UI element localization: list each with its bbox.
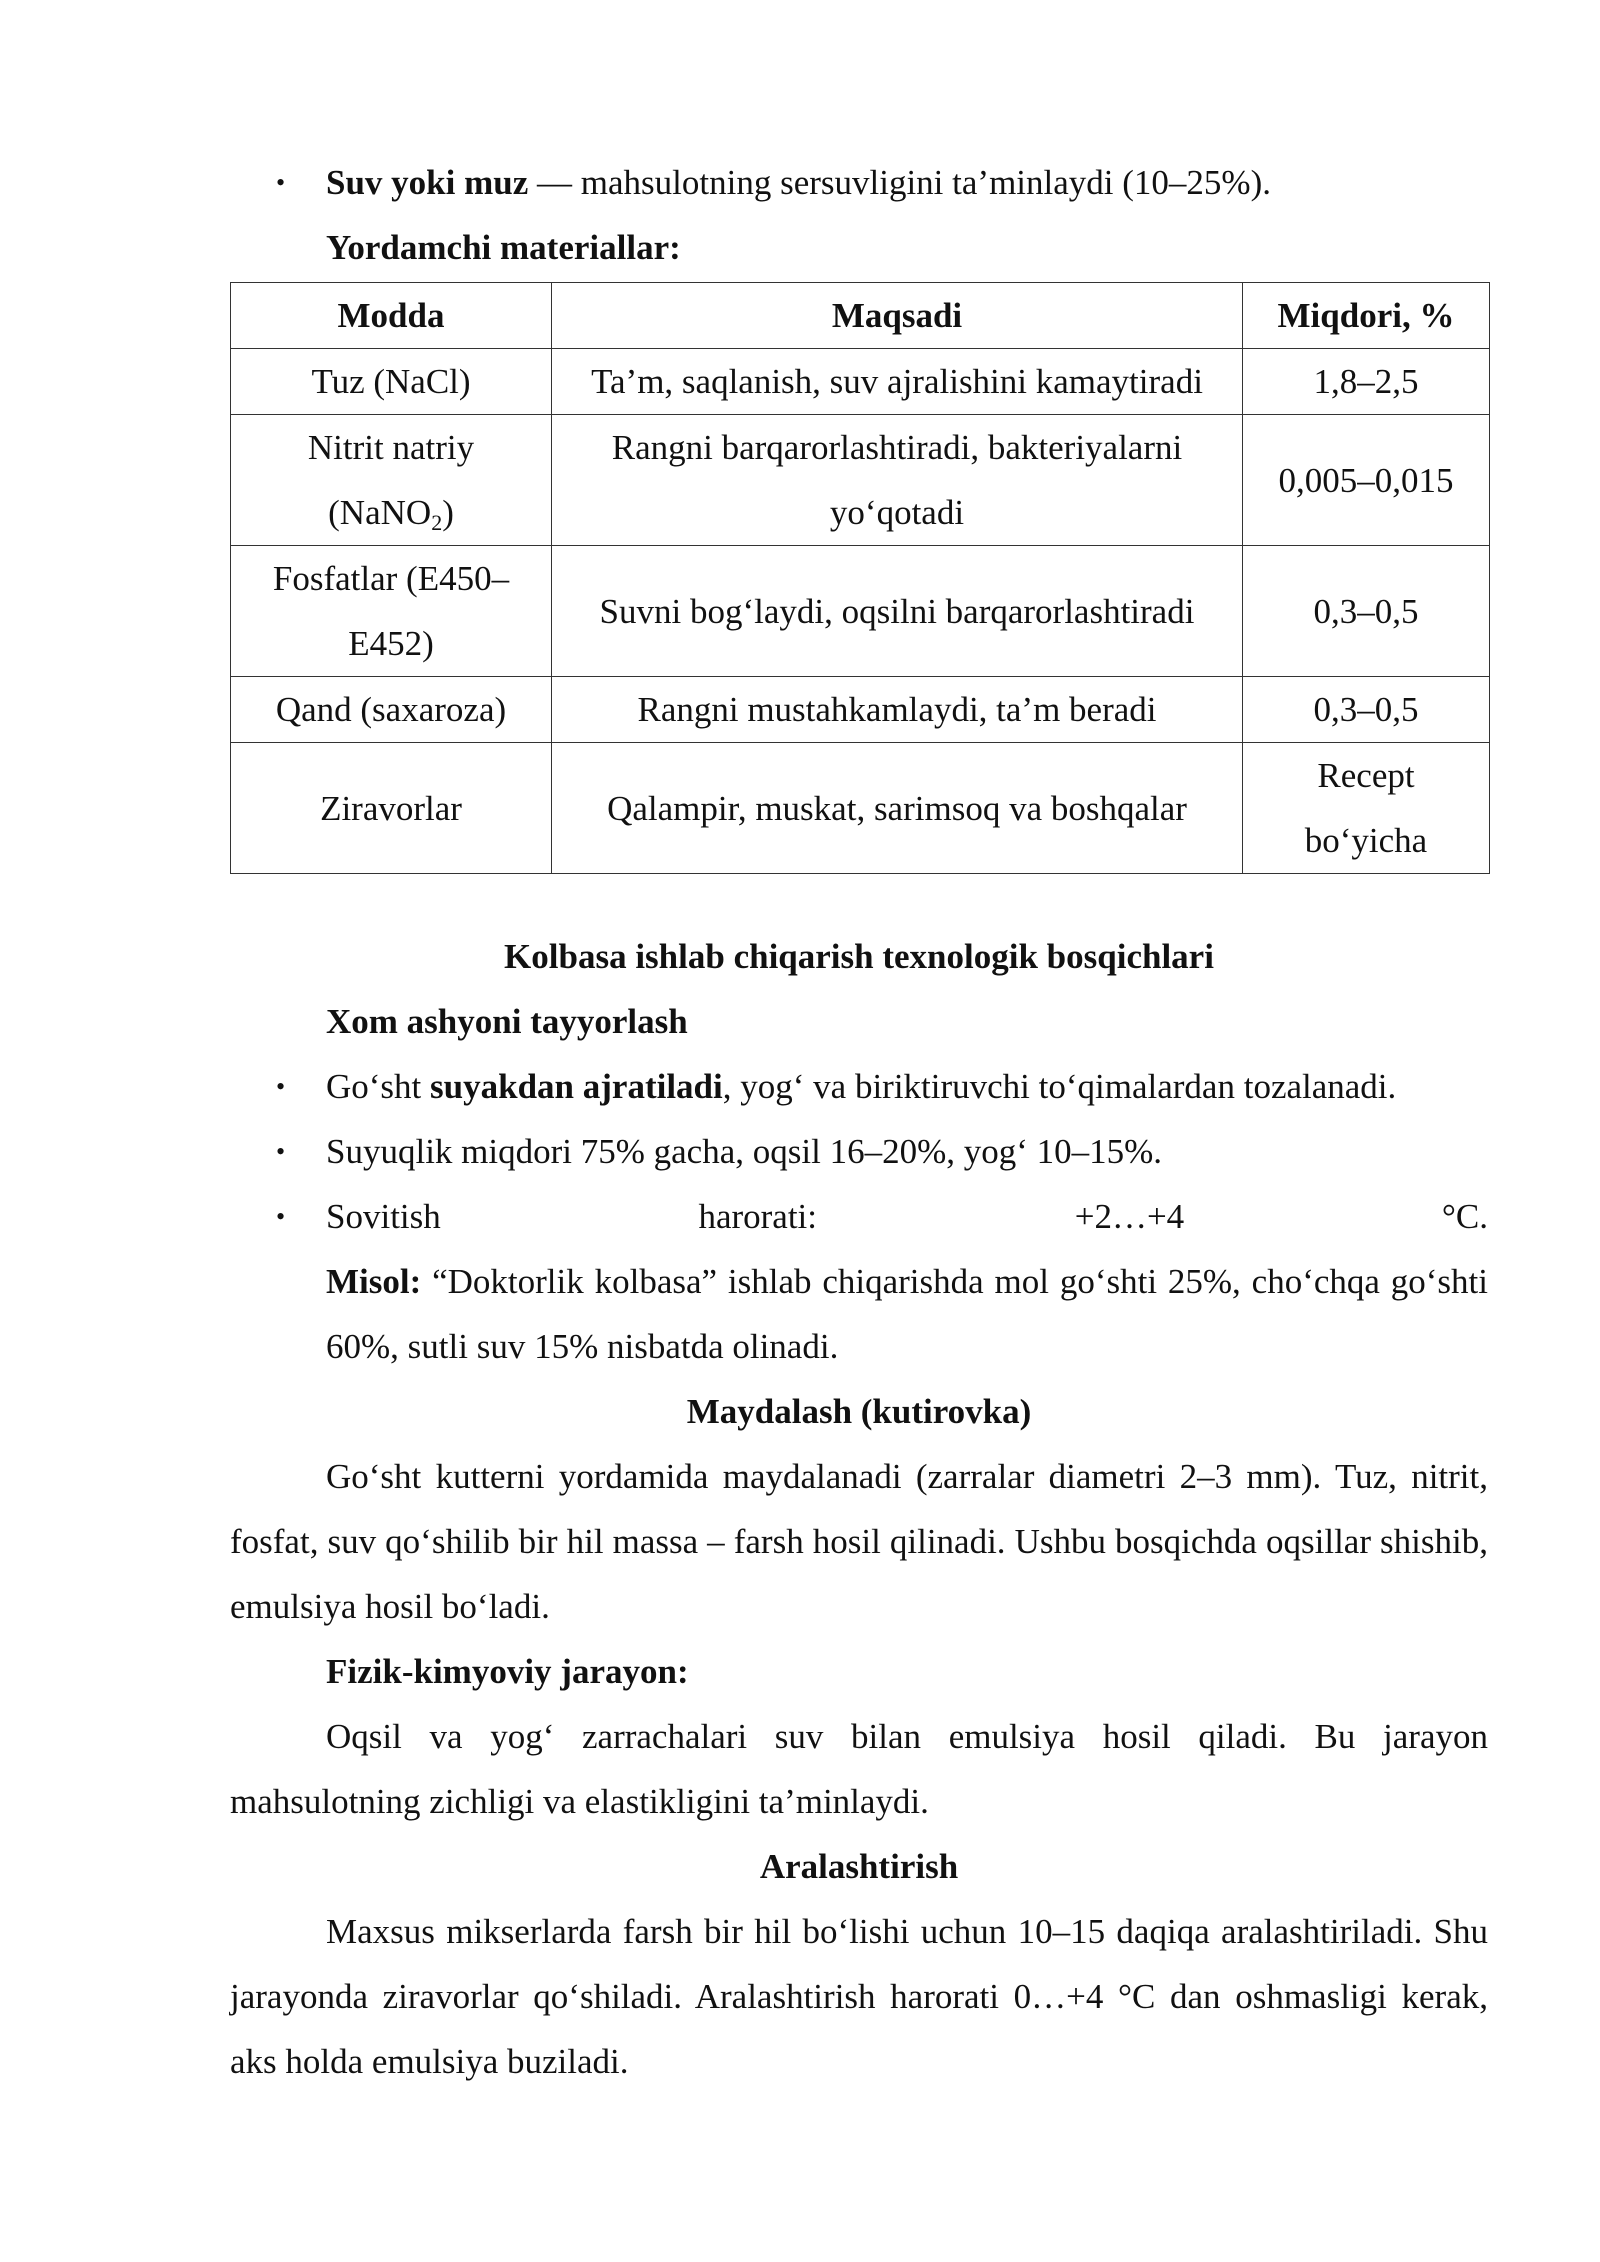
cell-miqdori: 0,005–0,015 bbox=[1243, 415, 1490, 546]
cell-modda: Ziravorlar bbox=[231, 743, 552, 874]
cell-miqdori: 1,8–2,5 bbox=[1243, 349, 1490, 415]
bullet-word: °C. bbox=[1441, 1197, 1488, 1236]
materials-table bbox=[230, 282, 1490, 874]
physchem-heading: Fizik-kimyoviy jarayon: bbox=[326, 1652, 689, 1691]
cell-modda: Tuz (NaCl) bbox=[231, 349, 552, 415]
section-title: Kolbasa ishlab chiqarish texnologik bosqichlari bbox=[504, 937, 1214, 976]
header-maqsadi: Maqsadi bbox=[552, 283, 1243, 349]
subscript: 2 bbox=[431, 510, 443, 535]
example-paragraph bbox=[230, 1249, 1488, 1379]
document-page bbox=[230, 150, 1488, 2094]
cell-miqdori: Recept bo‘yicha bbox=[1243, 743, 1490, 874]
example-text: “Doktorlik kolbasa” ishlab chiqarishda mol go‘shti 25%, cho‘chqa go‘shti 60%, sutli suv 15% nisbatda olinadi. bbox=[326, 1262, 1488, 1366]
bullet-text: Suyuqlik miqdori 75% gacha, oqsil 16–20%, yog‘ 10–15%. bbox=[326, 1132, 1163, 1171]
cell-maqsadi: Suvni bog‘laydi, oqsilni barqarorlashtiradi bbox=[552, 546, 1243, 677]
bullet-icon: • bbox=[276, 168, 286, 197]
table-row bbox=[231, 677, 1490, 743]
cell-modda: Fosfatlar (E450–E452) bbox=[231, 546, 552, 677]
bullet-word: Sovitish bbox=[326, 1197, 441, 1236]
bullet-text: Go‘sht bbox=[326, 1067, 431, 1106]
cell-modda: Qand (saxaroza) bbox=[231, 677, 552, 743]
table-row bbox=[231, 415, 1490, 546]
water-bold-term: Suv yoki muz bbox=[326, 163, 529, 202]
mincing-paragraph: Go‘sht kutterni yordamida maydalanadi (zarralar diametri 2–3 mm). Tuz, nitrit, fosfat, suv qo‘shilib bir hil massa – farsh hosil qilinadi. Ushbu bosqichda oqsillar shishib, emulsiya hosil bo‘ladi. bbox=[230, 1457, 1488, 1626]
cell-modda-suffix: ) bbox=[442, 493, 454, 532]
list-item bbox=[230, 1119, 1488, 1184]
cell-miqdori: 0,3–0,5 bbox=[1243, 546, 1490, 677]
cell-modda-text: Nitrit natriy (NaNO bbox=[307, 428, 475, 532]
table-row bbox=[231, 546, 1490, 677]
example-label: Misol: bbox=[326, 1262, 422, 1301]
mixing-paragraph: Maxsus mikserlarda farsh bir hil bo‘lishi uchun 10–15 daqiqa aralashtiriladi. Shu jarayonda ziravorlar qo‘shiladi. Aralashtirish harorati 0…+4 °C dan oshmasligi kerak, aks holda emulsiya buziladi. bbox=[230, 1912, 1488, 2081]
bullet-bold-text: suyakdan ajratiladi bbox=[430, 1067, 723, 1106]
cell-maqsadi: Qalampir, muskat, sarimsoq va boshqalar bbox=[552, 743, 1243, 874]
cell-maqsadi: Rangni barqarorlashtiradi, bakteriyalarni yo‘qotadi bbox=[552, 415, 1243, 546]
bullet-icon: • bbox=[276, 1072, 286, 1101]
header-miqdori: Miqdori, % bbox=[1243, 283, 1490, 349]
table-header-row bbox=[231, 283, 1490, 349]
table-row bbox=[231, 743, 1490, 874]
water-bullet-item bbox=[230, 150, 1488, 215]
cell-modda bbox=[231, 415, 552, 546]
bullet-word: +2…+4 bbox=[1074, 1197, 1185, 1236]
bullet-icon: • bbox=[276, 1202, 286, 1231]
physchem-paragraph: Oqsil va yog‘ zarrachalari suv bilan emulsiya hosil qiladi. Bu jarayon mahsulotning zichligi va elastikligini ta’minlaydi. bbox=[230, 1717, 1488, 1821]
list-item bbox=[230, 1184, 1488, 1249]
bullet-text: , yog‘ va biriktiruvchi to‘qimalardan tozalanadi. bbox=[722, 1067, 1397, 1106]
water-text: — mahsulotning sersuvligini ta’minlaydi (10–25%). bbox=[528, 163, 1271, 202]
aux-materials-heading: Yordamchi materiallar: bbox=[326, 228, 681, 267]
bullet-icon: • bbox=[276, 1137, 286, 1166]
cell-maqsadi: Ta’m, saqlanish, suv ajralishini kamaytiradi bbox=[552, 349, 1243, 415]
bullet-word: harorati: bbox=[698, 1197, 818, 1236]
spread-line bbox=[326, 1184, 1488, 1249]
table-row bbox=[231, 349, 1490, 415]
raw-material-heading: Xom ashyoni tayyorlash bbox=[326, 1002, 688, 1041]
mixing-heading: Aralashtirish bbox=[759, 1847, 959, 1886]
cell-miqdori: 0,3–0,5 bbox=[1243, 677, 1490, 743]
list-item bbox=[230, 1054, 1488, 1119]
mincing-heading: Maydalash (kutirovka) bbox=[686, 1392, 1032, 1431]
header-modda: Modda bbox=[231, 283, 552, 349]
cell-maqsadi: Rangni mustahkamlaydi, ta’m beradi bbox=[552, 677, 1243, 743]
